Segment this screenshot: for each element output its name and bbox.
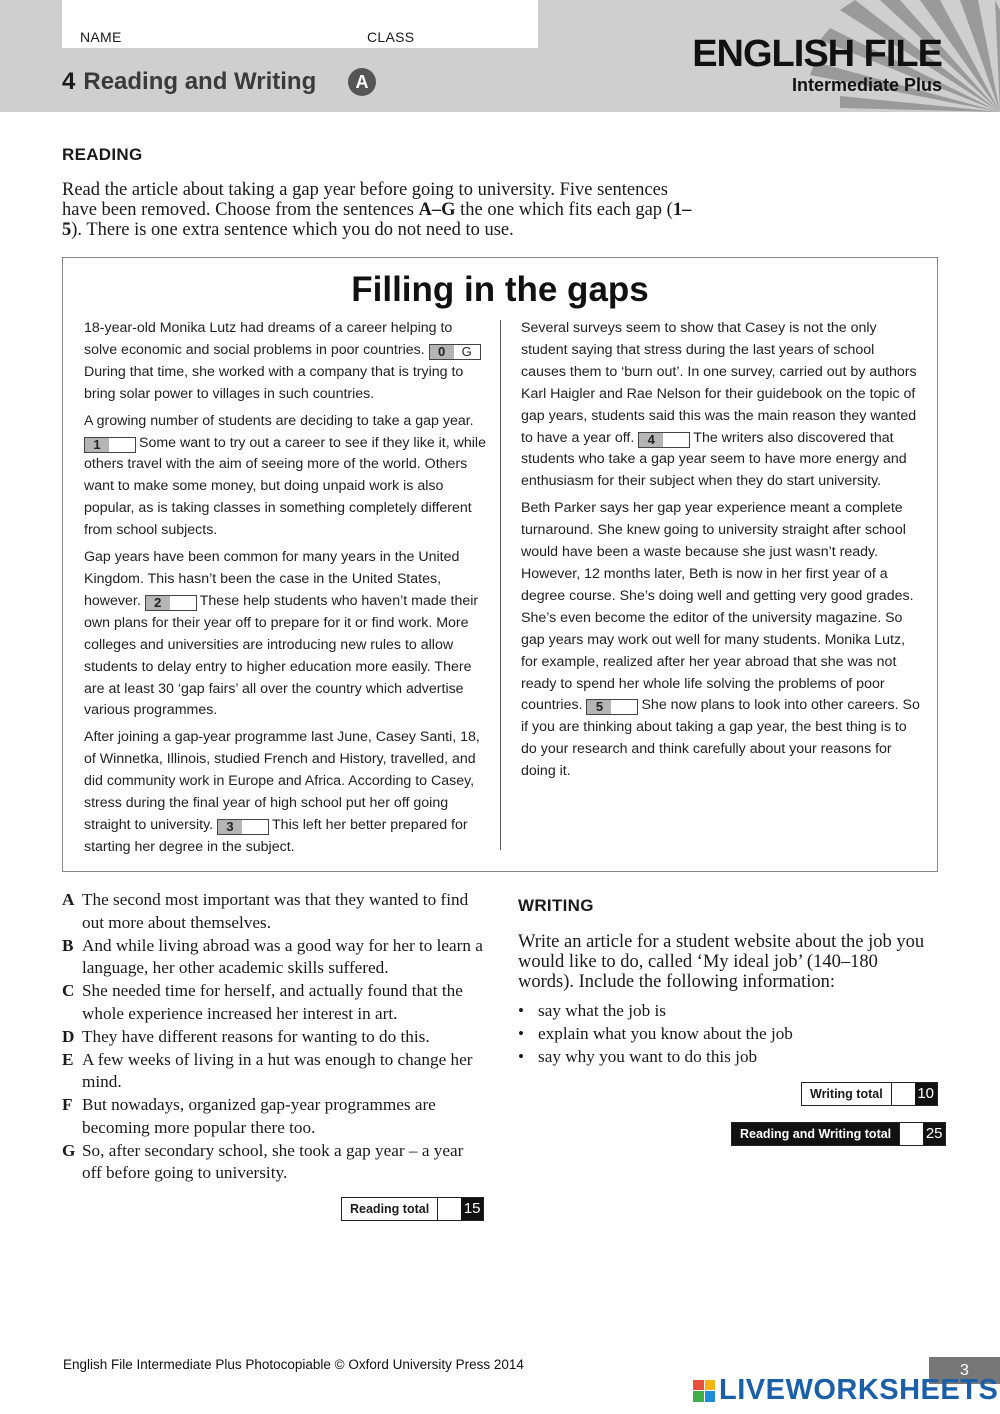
reading-total-value: 15	[461, 1198, 483, 1220]
option-item	[62, 1094, 487, 1139]
page-number: 3	[929, 1357, 1000, 1384]
instructions-range-letters: A–G	[418, 200, 456, 220]
gap-3[interactable]	[217, 819, 269, 835]
article-title: Filling in the gaps	[351, 270, 649, 309]
brand-subtitle: Intermediate Plus	[791, 75, 942, 95]
paragraph-text: After joining a gap-year programme last June, Casey Santi, 18, of Winnetka, Illinois, studied French and History, travelled, and did community work in Europe and Africa. According to Casey, stress during the final year of high school put her off going straight to university.	[84, 729, 480, 833]
paragraph-text: Gap years have been common for many years in the United Kingdom. This hasn’t been the case in the United States, however.	[84, 549, 460, 609]
option-letter: D	[62, 1026, 75, 1046]
gap-number: 4	[639, 433, 663, 447]
gap-answer-input[interactable]	[109, 438, 135, 452]
header-band	[0, 0, 1000, 112]
option-letter: C	[62, 981, 75, 1000]
footer-book-title: English File Intermediate Plus	[63, 1357, 242, 1372]
article-paragraph	[84, 318, 486, 406]
option-letter: E	[62, 1049, 74, 1069]
gap-number: 3	[218, 820, 242, 834]
brand-title: ENGLISH FILE	[692, 33, 942, 75]
instructions-text: Read the article about taking a gap year before going to university. Five sentences have been removed. Choose from the sentences	[62, 180, 669, 220]
gap-answer-input[interactable]	[170, 596, 196, 610]
paragraph-text: During that time, she worked with a company that is trying to bring solar power to villages in such countries.	[84, 363, 464, 402]
option-letter: G	[62, 1140, 76, 1160]
paragraph-text: 18-year-old Monika Lutz had dreams of a career helping to solve economic and social problems in poor countries.	[84, 320, 453, 358]
reading-total-label: Reading total	[350, 1202, 430, 1216]
gap-answer-input[interactable]	[663, 433, 689, 447]
brand-logo	[692, 34, 942, 96]
option-text: She needed time for herself, and actually found that the whole experience increased her interest in art.	[82, 981, 463, 1023]
paragraph-text: Several surveys seem to show that Casey is not the only student saying that stress during the last years of school causes them to ‘burn out’. In one survey, carried out by authors Karl Haigler and Rae Nelson for their guidebook on the topic of gap years, students said this was the main reason they wanted to have a year off.	[521, 320, 917, 446]
article-paragraph	[84, 727, 486, 858]
gap-4[interactable]	[638, 432, 690, 448]
paragraph-text: Beth Parker says her gap year experience meant a complete turnaround. She knew going to university straight after school would have been a waste because she just wasn’t ready. However, 12 months later, Beth is now in her first year of a degree course. She’s doing well and getting very good grades. She’s even become the editor of the university magazine. So gap years may work out well for many students. Monika Lutz, for example, realized after her year abroad that she was not ready to spend her whole life solving the problems of poor countries.	[521, 500, 914, 714]
liveworksheets-wordmark: LIVEWORKSHEETS	[719, 1374, 999, 1406]
gap-1[interactable]	[84, 437, 136, 453]
option-item	[62, 1049, 487, 1094]
option-text: But nowadays, organized gap-year programmes are becoming more popular there too.	[82, 1095, 436, 1137]
article-paragraph	[84, 547, 486, 722]
unit-number: 4	[62, 68, 76, 95]
article-column-right	[521, 318, 921, 788]
gap-2[interactable]	[145, 595, 197, 611]
liveworksheets-logo	[693, 1374, 998, 1407]
paragraph-text: Some want to try out a career to see if they like it, while others travel with the aim of seeing more of the world. Others want to make some money, but doing unpaid work is also popular, as is taking classes in something completely different from school subjects.	[84, 434, 486, 539]
option-text: And while living abroad was a good way for her to learn a language, her other academic skills suffered.	[82, 935, 483, 977]
writing-task: Write an article for a student website about the job you would like to do, called ‘My ideal job’ (140–180 words). Include the following information:	[518, 932, 925, 992]
option-item	[62, 935, 487, 980]
instructions-text: ). There is one extra sentence which you do not need to use.	[71, 220, 514, 240]
gap-answer: G	[454, 345, 480, 359]
footer-copyright-text: Photocopiable © Oxford University Press 2014	[241, 1357, 524, 1372]
instructions-range-numbers: 1–5	[62, 200, 692, 240]
list-item: • say what the job is	[518, 999, 938, 1022]
gap-answer-input[interactable]	[242, 820, 268, 834]
list-item: • say why you want to do this job	[518, 1045, 938, 1068]
gap-5[interactable]	[586, 699, 638, 715]
article-box	[62, 257, 938, 872]
name-label: NAME	[80, 29, 122, 45]
reading-score-input[interactable]	[437, 1198, 461, 1220]
writing-heading: WRITING	[518, 896, 594, 915]
option-text: So, after secondary school, she took a gap year – a year off before going to university.	[82, 1140, 464, 1182]
article-paragraph	[521, 498, 921, 783]
writing-total-box	[801, 1082, 938, 1106]
instructions-text: the one which fits each gap (	[455, 200, 673, 220]
version-badge: A	[348, 68, 376, 96]
paragraph-text: A growing number of students are deciding to take a gap year.	[84, 412, 474, 429]
sentence-options	[62, 889, 487, 1185]
combined-total-value: 25	[923, 1123, 945, 1145]
option-item	[62, 1026, 487, 1049]
unit-title-text: Reading and Writing	[83, 68, 317, 95]
writing-total-value: 10	[915, 1083, 937, 1105]
reading-total-box	[341, 1197, 484, 1221]
writing-bullet-list	[518, 999, 938, 1068]
option-text: A few weeks of living in a hut was enough to change her mind.	[82, 1049, 473, 1091]
unit-title	[62, 68, 316, 96]
option-text: They have different reasons for wanting to do this.	[82, 1026, 430, 1046]
writing-total-label: Writing total	[810, 1087, 883, 1101]
option-item	[62, 980, 487, 1025]
option-letter: B	[62, 935, 74, 955]
paragraph-text: She now plans to look into other careers. So if you are thinking about taking a gap year, the best thing is to do your research and think carefully about your reasons for doing it.	[521, 697, 920, 780]
footer-copyright	[63, 1357, 524, 1372]
gap-number: 5	[587, 700, 611, 714]
paragraph-text: This left her better prepared for starting her degree in the subject.	[84, 816, 468, 855]
gap-number: 0	[430, 345, 454, 359]
option-item	[62, 889, 487, 934]
liveworksheets-icon	[693, 1380, 715, 1402]
article-column-left	[84, 318, 486, 864]
combined-total-label: Reading and Writing total	[732, 1123, 899, 1145]
name-class-box[interactable]	[62, 0, 538, 48]
article-paragraph	[521, 318, 921, 493]
paragraph-text: These help students who haven’t made their own plans for their year off to prepare for it or find work. More colleges and universities are introducing new rules to allow students to delay entry to higher education more easily. There are at least 30 ‘gap fairs’ all over the country which advertise various programmes.	[84, 592, 479, 719]
option-letter: A	[62, 890, 75, 909]
reading-instructions	[62, 180, 702, 240]
article-paragraph	[84, 411, 486, 542]
list-item: • explain what you know about the job	[518, 1022, 938, 1045]
gap-number: 2	[146, 596, 170, 610]
gap-answer-input[interactable]	[611, 700, 637, 714]
combined-total-box	[731, 1122, 946, 1146]
class-label: CLASS	[367, 29, 415, 45]
writing-score-input[interactable]	[891, 1083, 915, 1105]
gap-example	[429, 344, 481, 360]
gap-number: 1	[85, 438, 109, 452]
combined-score-input[interactable]	[899, 1123, 923, 1145]
option-letter: F	[62, 1095, 73, 1114]
option-item	[62, 1140, 487, 1185]
reading-heading: READING	[62, 145, 143, 164]
option-text: The second most important was that they wanted to find out more about themselves.	[82, 890, 469, 932]
paragraph-text: The writers also discovered that students who take a gap year seem to have more energy and enthusiasm for their subject when they do start university.	[521, 429, 907, 490]
column-divider	[500, 320, 501, 850]
